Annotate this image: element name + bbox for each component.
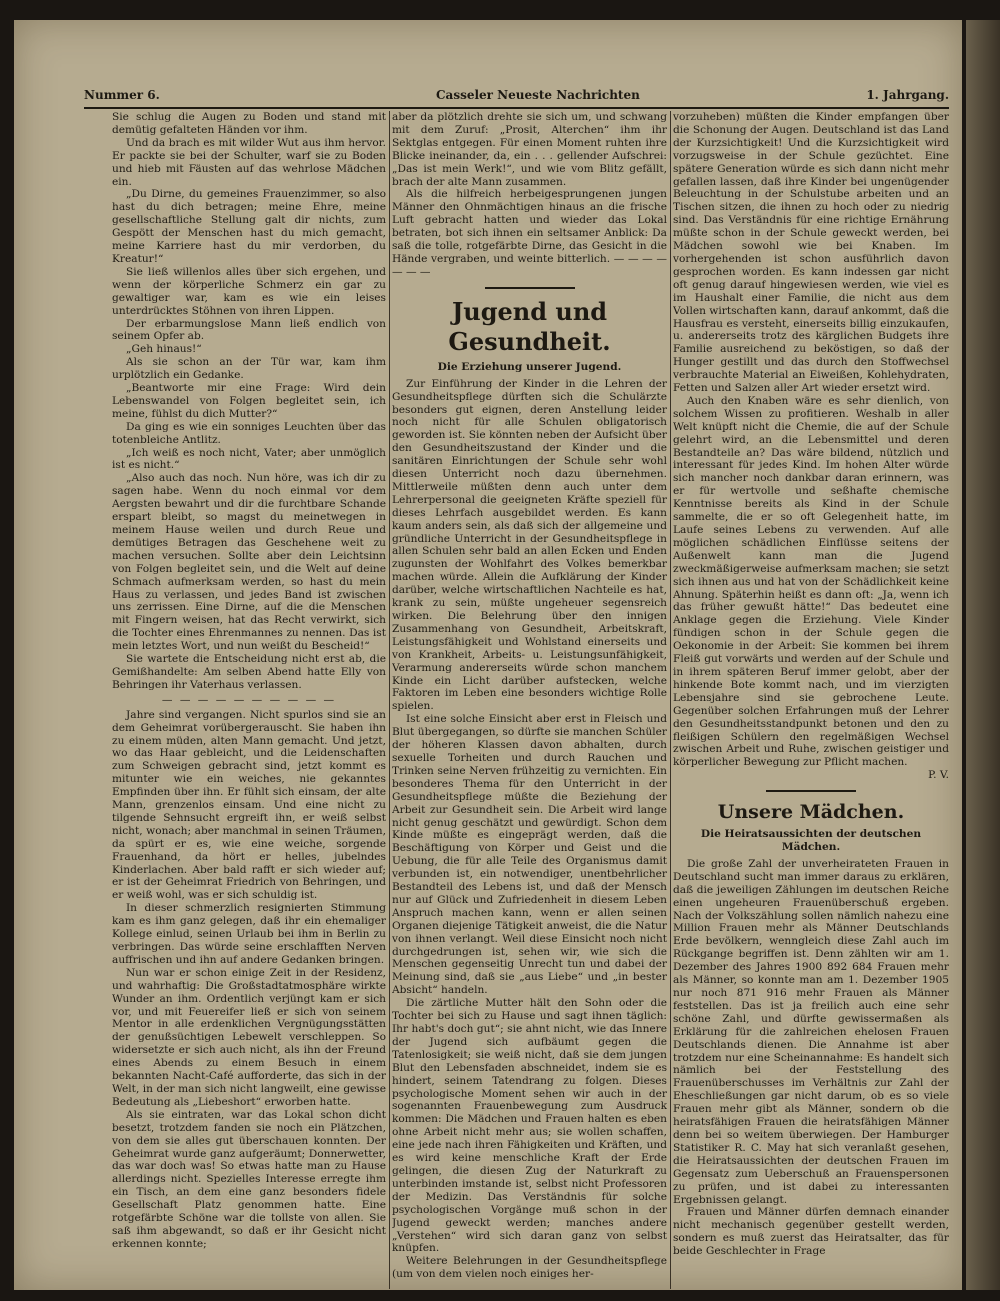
paragraph: Nun war er schon einige Zeit in der Residenz, und wahrhaftig: Die Großstadtatmosphäre wirkte Wunder an ihm. Ordentlich verjüngt kam er sich vor, und mit Feuereifer ließ er sich von seinem Mentor in alle erdenklichen Vergnügungsstätten der genußsüchtigen Lebewelt verschleppen. So widersetzte er sich auch nicht, als ihn der Freund eines Abends zu einem Besuch in einem bekannten Nacht-Café aufforderte, das sich in der Welt, in der man sich nicht langweilt, eine gewisse Bedeutung als „Liebeshort“ erworben hatte. <box>112 966 386 1108</box>
paragraph: Die große Zahl der unverheirateten Frauen in Deutschland sucht man immer daraus zu erklären, daß die jeweiligen Zählungen im deutschen Reiche einen ungeheuren Frauenüberschuß ergeben. Nach der Volkszählung sollen nämlich nahezu eine Million Frauen mehr als Männer Deutschlands Erde bevölkern, wenngleich diese Zahl auch im Rückgange begriffen ist. Denn zählten wir am 1. Dezember des Jahres 1900 892 684 Frauen mehr als Männer, so konnte man am 1. Dezember 1905 nur noch 871 916 mehr Frauen als Männer feststellen. Das ist ja freilich auch eine sehr schöne Zahl, und dürfte gewissermaßen als Erklärung für die zahlreichen ehelosen Frauen Deutschlands dienen. Die Annahme ist aber trotzdem nur eine Scheinannahme: Es handelt sich nämlich bei der Feststellung des Frauenüberschusses im Verhältnis zur Zahl der Eheschließungen gar nicht darum, ob es so viele Frauen mehr gibt als Männer, sondern ob die heiratsfähigen Frauen die heiratsfähigen Männer denn bei so weitem überwiegen. Der Hamburger Statistiker R. C. May hat sich veranlaßt gesehen, die Heiratsaussichten der deutschen Frauen im Gegensatz zum Ueberschuß an Frauenspersonen zu prüfen, und ist dabei zu interessanten Ergebnissen gelangt. <box>673 857 949 1206</box>
column-divider <box>670 111 671 1289</box>
column-divider <box>389 111 390 1289</box>
paragraph: aber da plötzlich drehte sie sich um, und schwang mit dem Zuruf: „Prosit, Alterchen“ ihm ihr Sektglas entgegen. Für einen Moment ruhten ihre Blicke ineinander, da, ein . . . gellender Aufschrei: „Das ist mein Werk!“, und wie vom Blitz gefällt, brach der alte Mann zusammen. <box>392 111 667 188</box>
paragraph: „Beantworte mir eine Frage: Wird dein Lebenswandel von Folgen begleitet sein, ich meine, fühlst du dich Mutter?“ <box>112 382 386 420</box>
scan-edge <box>966 20 1000 1290</box>
paragraph: „Geh hinaus!“ <box>126 343 202 356</box>
masthead <box>84 85 949 107</box>
paragraph: Als sie schon an der Tür war, kam ihm urplötzlich ein Gedanke. <box>112 356 386 382</box>
section-separator: — — — — — — — — — — <box>161 693 337 706</box>
column-2 <box>392 111 667 1289</box>
paragraph: vorzuheben) müßten die Kinder empfangen über die Schonung der Augen. Deutschland ist das Land der Kurzsichtigkeit! Und die Kurzsichtigkeit wird vorzugsweise in der Schule gezüchtet. Eine spätere Generation würde es sich dann nicht mehr gefallen lassen, daß ihre Kinder bei ungenügender Beleuchtung in der Schulstube arbeiten und an Tischen sitzen, die ihnen zu hoch oder zu niedrig sind. Das Verständnis für eine richtige Ernährung müßte schon in der Schule geweckt werden, bei Mädchen sowohl wie bei Knaben. Im vorhergehenden ist schon ausführlich davon gesprochen worden. Es kann indessen gar nicht oft genug darauf hingewiesen werden, wie viel es im Haushalt einer Familie, die nicht aus dem Vollen wirtschaften kann, darauf ankommt, daß die Hausfrau es versteht, einerseits billig einzukaufen, u. andererseits trotz des kärglichen Budgets ihre Familie ausreichend zu beköstigen, so daß der Hunger gestillt und das durch den Stoffwechsel verbrauchte Material an Eiweißen, Kohlehydraten, Fetten und Salzen aller Art wieder ersetzt wird. <box>673 111 949 395</box>
paragraph: Auch den Knaben wäre es sehr dienlich, von solchem Wissen zu profitieren. Weshalb in aller Welt knüpft nicht die Chemie, die auf der Schule gelehrt wird, an die Lebensmittel und deren Bestandteile an? Das wäre bildend, nützlich und interessant für jedes Kind. Im hohen Alter würde sich mancher noch dankbar daran erinnern, was er für wertvolle und seßhafte chemische Kenntnisse bereits als Kind in der Schule sammelte, die er so oft Gelegenheit hatte, im Laufe seines Lebens zu verwenden. Auf alle möglichen schädlichen Einflüsse seitens der Außenwelt kann man die Jugend zweckmäßigerweise aufmerksam machen; sie setzt sich ihnen aus und hat von der Schädlichkeit keine Ahnung. Späterhin heißt es dann oft: „Ja, wenn ich das früher gewußt hätte!“ Das bedeutet eine Anklage gegen die Erziehung. Viele Kinder fündigen schon in der Schule gegen die Oekonomie in der Arbeit: Sie kommen bei ihrem Fleiß gut vorwärts und werden auf der Schule und in ihrem späteren Beruf immer gelobt, aber der hinkende Bote kommt nach, und im vierzigten Lebensjahre sind sie gebrochene Leute. Gegenüber solchen Erfahrungen muß der Lehrer den Gesundheitsstandpunkt betonen und den zu fleißigen Schülern den regelmäßigen Wechsel zwischen Arbeit und Ruhe, zwischen geistiger und körperlicher Bewegung zur Pflicht machen. <box>673 394 949 769</box>
paragraph: Ist eine solche Einsicht aber erst in Fleisch und Blut übergegangen, so dürfte sie manchen Schüler der höheren Klassen davon abhalten, durch sexuelle Torheiten und durch Rauchen und Trinken seine Nerven frühzeitig zu vernichten. Ein besonderes Thema für den Unterricht in der Gesundheitspflege müßte die Beziehung der Arbeit zur Gesundheit sein. Die Arbeit wird lange nicht genug geschätzt und gewürdigt. Schon dem Kinde müßte es eingeprägt werden, daß die Beschäftigung von Körper und Geist und die Uebung, die für alle Teile des Organismus damit verbunden ist, ein notwendiger, unentbehrlicher Bestandteil des Lebens ist, und daß der Mensch nur auf Glück und Zufriedenheit in diesem Leben Anspruch machen kann, wenn er allen seinen Organen diejenige Tätigkeit anweist, die die Natur von ihnen verlangt. Weil diese Einsicht noch nicht durchgedrungen ist, sehen wir, wie sich die Menschen gegenseitig Unrecht tun und dabei der Meinung sind, daß sie „aus Liebe“ und „in bester Absicht“ handeln. <box>392 713 667 997</box>
column-3 <box>673 111 949 1289</box>
paragraph: Und da brach es mit wilder Wut aus ihm hervor. Er packte sie bei der Schulter, warf sie zu Boden und hieb mit Fäusten auf das wehrlose Mädchen ein. <box>112 136 386 188</box>
paragraph: Die zärtliche Mutter hält den Sohn oder die Tochter bei sich zu Hause und sagt ihnen täglich: Ihr habt's doch gut“; sie ahnt nicht, wie das Innere der Jugend sich aufbäumt gegen die Tatenlosigkeit; sie weiß nicht, daß sie dem jungen Blut den Lebensfaden abschneidet, indem sie es hindert, seinem Tatendrang zu folgen. Dieses psychologische Moment sehen wir auch in der sogenannten Frauenbewegung zum Ausdruck kommen: Die Mädchen und Frauen halten es eben ohne Arbeit nicht mehr aus; sie wollen schaffen, eine jede nach ihren Fähigkeiten und Kräften, und es wird keine menschliche Kraft der Erde gelingen, die diesen Zug der Naturkraft zu unterbinden imstande ist, selbst nicht Professoren der Medizin. Das Verständnis für solche psychologischen Vorgänge muß schon in der Jugend geweckt werden; manches andere „Verstehen“ wird sich daran ganz von selbst knüpfen. <box>392 997 667 1255</box>
column-1 <box>112 111 386 1289</box>
issue-number: Nummer 6. <box>84 88 160 102</box>
article-subheading: Die Heiratsaussichten der deutschen Mädchen. <box>700 828 922 854</box>
paragraph: In dieser schmerzlich resignierten Stimmung kam es ihm ganz gelegen, daß ihr ein ehemaliger Kollege einlud, seinen Urlaub bei ihm in Berlin zu verbringen. Das würde seine erschlafften Nerven auffrischen und ihn auf andere Gedanken bringen. <box>112 902 386 966</box>
paragraph: Als sie eintraten, war das Lokal schon dicht besetzt, trotzdem fanden sie noch ein Plätzchen, von dem sie alles gut überschauen konnten. Der Geheimrat wurde ganz aufgeräumt; Donnerwetter, das war doch was! So etwas hatte man zu Hause allerdings nicht. Spezielles Interesse erregte ihm ein Tisch, an dem eine ganz besonders fidele Gesellschaft Platz genommen hatte. Eine rotgefärbte Schöne war die tollste von allen. Sie saß ihm abgewandt, so daß er ihr Gesicht nicht erkennen konnte; <box>112 1108 386 1250</box>
paragraph: Weitere Belehrungen in der Gesundheitspflege (um von dem vielen noch einiges her- <box>392 1255 667 1281</box>
paragraph: Sie ließ willenlos alles über sich ergehen, und wenn der körperliche Schmerz ein gar zu gewaltiger war, kam es wie ein leises unterdrücktes Stöhnen von ihren Lippen. <box>112 265 386 317</box>
volume-label: 1. Jahrgang. <box>866 88 949 102</box>
header-rule <box>84 107 949 109</box>
article-headline: Jugend und Gesundheit. <box>448 296 611 356</box>
paragraph: Als die hilfreich herbeigesprungenen jungen Männer den Ohnmächtigen hinaus an die frische Luft gebracht hatten und wieder das Lokal betraten, bot sich ihnen ein seltsamer Anblick: Da saß die tolle, rotgefärbte Dirne, das Gesicht in die Hände vergraben, und weinte bitterlich. — — — — — — — <box>392 188 667 278</box>
paragraph: „Du Dirne, du gemeines Frauenzimmer, so also hast du dich betragen; meine Ehre, meine gesellschaftliche Stellung galt dir nichts, zum Gespött der Menschen hast du mich gemacht, meine Karriere hast du mir verdorben, du Kreatur!“ <box>112 188 386 265</box>
paragraph: „Ich weiß es noch nicht, Vater; aber unmöglich ist es nicht.“ <box>112 446 386 472</box>
author-signature: P. V. <box>928 769 949 782</box>
paragraph: Sie wartete die Entscheidung nicht erst ab, die Gemißhandelte: Am selben Abend hatte Elly von Behringen ihr Vaterhaus verlassen. <box>112 653 386 691</box>
paragraph: Jahre sind vergangen. Nicht spurlos sind sie an dem Geheimrat vorübergerauscht. Sie haben ihn zu einem müden, alten Mann gemacht. Und jetzt, wo das Haar gebleicht, und die Leidenschaften zum Schweigen gebracht sind, jetzt kommt es mitunter wie ein weiches, nie gekanntes Empfinden über ihn. Er fühlt sich einsam, der alte Mann, grenzenlos einsam. Und eine nicht zu tilgende Sehnsucht ergreift ihn, er weiß selbst nicht, wonach; aber manchmal in seinen Träumen, da spürt er es, wie eine weiche, sorgende Frauenhand, da hört er helles, jubelndes Kinderlachen. Aber bald rafft er sich wieder auf; er ist der Geheimrat Friedrich von Behringen, und er weiß wohl, was er sich schuldig ist. <box>112 708 386 902</box>
article-subheading: Die Erziehung unserer Jugend. <box>437 360 622 373</box>
newspaper-title: Casseler Neueste Nachrichten <box>436 88 640 102</box>
paragraph: Der erbarmungslose Mann ließ endlich von seinem Opfer ab. <box>112 317 386 343</box>
article-divider <box>485 287 575 289</box>
article-headline: Unsere Mädchen. <box>717 801 905 824</box>
paragraph: Frauen und Männer dürfen demnach einander nicht mechanisch gegenüber gestellt werden, sondern es muß zuerst das Heiratsalter, das für beide Geschlechter in Frage <box>673 1206 949 1258</box>
article-divider <box>766 790 856 792</box>
paragraph: Sie schlug die Augen zu Boden und stand mit demütig gefalteten Händen vor ihm. <box>112 111 386 136</box>
paragraph: Da ging es wie ein sonniges Leuchten über das totenbleiche Antlitz. <box>112 420 386 446</box>
paragraph: „Also auch das noch. Nun höre, was ich dir zu sagen habe. Wenn du noch einmal vor dem Aergsten bewahrt und dir die furchtbare Schande erspart bleibt, so magst du meinetwegen in meinem Hause weilen und durch Reue und demütiges Betragen das Geschehene weit zu machen versuchen. Sollte aber dein Leichtsinn von Folgen begleitet sein, und die Welt auf deine Schmach aufmerksam werden, so hast du mein Haus zu verlassen, und jedes Band ist zwischen uns zerrissen. Eine Dirne, auf die die Menschen mit Fingern weisen, hat das Recht verwirkt, sich die Tochter eines Ehrenmannes zu nennen. Das ist mein letztes Wort, und nun weißt du Bescheid!“ <box>112 472 386 653</box>
paragraph: Zur Einführung der Kinder in die Lehren der Gesundheitspflege dürften sich die Schulärzte besonders gut eignen, deren Anstellung leider noch nicht für alle Schulen obligatorisch geworden ist. Sie könnten neben der Aufsicht über den Gesundheitszustand der Kinder und die sanitären Einrichtungen der Schule sehr wohl diesen Unterricht noch dazu übernehmen. Mittlerweile müßten denn auch unter dem Lehrerpersonal die geeigneten Kräfte speziell für dieses Lehrfach ausgebildet werden. Es kann kaum anders sein, als daß sich der allgemeine und gründliche Unterricht in der Gesundheitspflege in allen Schulen sehr bald an allen Ecken und Enden zugunsten der Wohlfahrt des Volkes bemerkbar machen würde. Allein die Aufklärung der Kinder darüber, welche wirtschaftlichen Nachteile es hat, krank zu sein, müßte ungeheuer segensreich wirken. Die Belehrung über den innigen Zusammenhang von Gesundheit, Arbeitskraft, Leistungsfähigkeit und Wohlstand einerseits und von Krankheit, Arbeits- u. Leistungsunfähigkeit, Verarmung andererseits würde schon manchem Kinde ein Licht darüber aufstecken, welche Faktoren im Leben eine besonders wichtige Rolle spielen. <box>392 377 667 713</box>
